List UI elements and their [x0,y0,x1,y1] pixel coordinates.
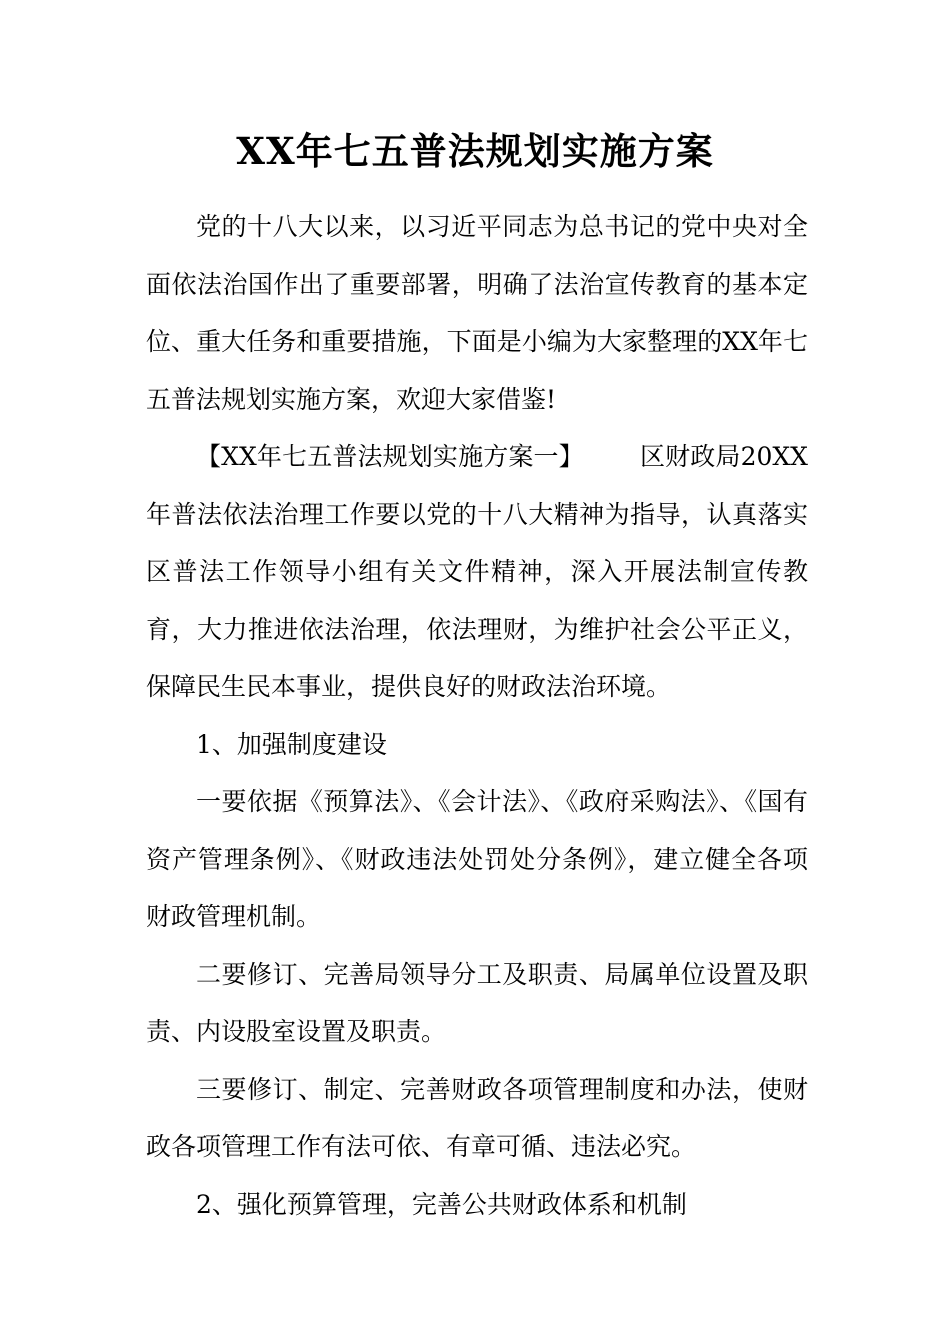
paragraph-intro: 党的十八大以来，以习近平同志为总书记的党中央对全面依法治国作出了重要部署，明确了法治宣传教育的基本定位、重大任务和重要措施，下面是小编为大家整理的XX年七五普法规划实施方案，欢迎大家借鉴! [146,212,808,414]
heading-system-building: 1、加强制度建设 [196,729,387,759]
paragraph-plan-one [146,428,808,716]
document-title: XX年七五普法规划实施方案 [236,129,714,173]
section-heading: 【XX年七五普法规划实施方案一】 [196,442,584,471]
paragraph-item-one: 一要依据《预算法》、《会计法》、《政府采购法》、《国有资产管理条例》、《财政违法处罚处分条例》，建立健全各项财政管理机制。 [146,787,808,931]
paragraph-item-two: 二要修订、完善局领导分工及职责、局属单位设置及职责、内设股室设置及职责。 [146,959,808,1046]
heading-budget-management: 2、强化预算管理，完善公共财政体系和机制 [196,1189,687,1219]
section-body: 普法依法治理工作要以党的十八大精神为指导，认真落实区普法工作领导小组有关文件精神，深入开展法制宣传教育，大力推进依法治理，依法理财，为维护社会公平正义，保障民生民本事业，提供良好的财政法治环境。 [146,499,808,701]
paragraph-item-three: 三要修订、制定、完善财政各项管理制度和办法，使财政各项管理工作有法可依、有章可循、违法必究。 [146,1074,808,1161]
document-body [146,198,808,1233]
section-lead: 区财政局20XX年 [146,442,808,529]
